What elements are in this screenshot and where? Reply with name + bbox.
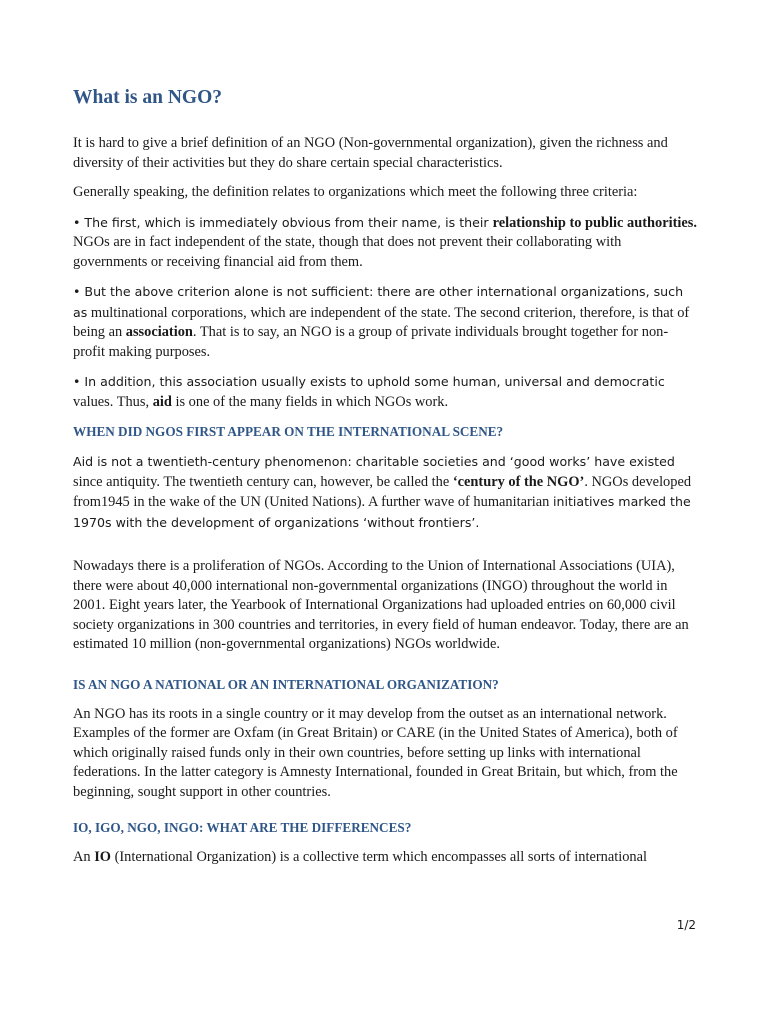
section-1-paragraph-1 — [73, 452, 697, 533]
criterion-2-bold: association — [125, 324, 193, 340]
section-heading-differences: IO, IGO, NGO, INGO: WHAT ARE THE DIFFERENCES? — [73, 820, 412, 835]
criterion-1-rest: NGOs are in fact independent of the state, though that does not prevent their collaborating with governments or receiving financial aid from them. — [73, 234, 622, 270]
criterion-1-bold: relationship to public authorities. — [492, 214, 697, 231]
criterion-2-rest-after: . That is to say, an NGO is a group of private individuals brought together for non-profit making purposes. — [73, 324, 669, 360]
page-number: 1/2 — [676, 918, 696, 932]
section-1-p1-mid2: . NGOs developed from1945 in the wake of the UN (United Nations). A further wave of humanitarian — [73, 473, 692, 510]
section-2-paragraph-1: An NGO has its roots in a single country or it may develop from the outset as an international network. Examples of the former are Oxfam (in Great Britain) or CARE (in the United States of America), both of which originally raised funds only in their own countries, before setting up links with international federations. In the latter category is Amnesty International, founded in Great Britain, but which, from the beginning, sought support in other countries. — [73, 705, 678, 800]
section-3-p1-lead: An — [73, 849, 95, 865]
section-1-paragraph-2: Nowadays there is a proliferation of NGOs. According to the Union of International Associations (UIA), there were about 40,000 international non-governmental organizations (INGO) throughout the world in 2001. Eight years later, the Yearbook of International Organizations had uploaded entries on 60,000 civil society organizations in 300 countries and territories, in every field of human endeavor. Today, there are an estimated 10 million (non-governmental organizations) NGOs worldwide. — [73, 558, 689, 652]
criterion-1-lead: • The first, which is immediately obvious from their name, is their — [73, 214, 493, 230]
section-heading-ngo-origins: WHEN DID NGOS FIRST APPEAR ON THE INTERNATIONAL SCENE? — [73, 424, 504, 439]
intro-paragraph: It is hard to give a brief definition of an NGO (Non-governmental organization), given the richness and diversity of their activities but they do share certain special characteristics. — [73, 135, 668, 171]
section-1-p1-bold: ‘century of the NGO’ — [452, 473, 585, 490]
criterion-2-lead: • But the above criterion alone is not sufficient: there are other international organizations, such as — [73, 284, 684, 320]
section-heading-national-international: IS AN NGO A NATIONAL OR AN INTERNATIONAL ORGANIZATION? — [73, 676, 499, 692]
section-3-p1-rest: (International Organization) is a collective term which encompasses all sorts of international — [110, 849, 647, 865]
section-1-p1-lead: Aid is not a twentieth-century phenomenon: charitable societies and ‘good works’ have existed — [73, 454, 675, 469]
section-3-paragraph-1 — [73, 848, 697, 868]
document-page — [73, 84, 697, 878]
criteria-intro-paragraph: Generally speaking, the definition relates to organizations which meet the following three criteria: — [73, 184, 638, 200]
criterion-2-rest-before: multinational corporations, which are independent of the state. The second criterion, therefore, is that of being an — [73, 304, 690, 340]
page-title: What is an NGO? — [73, 87, 222, 108]
criterion-3-rest-before: values. Thus, — [73, 393, 153, 410]
section-3-p1-bold: IO — [94, 849, 111, 865]
section-1-p1-mid: since antiquity. The twentieth century can, however, be called the — [73, 473, 453, 490]
section-1-p1-tail: initiatives marked the 1970s with the development of organizations ‘without frontiers’. — [73, 494, 691, 530]
criterion-3-bold: aid — [152, 393, 172, 410]
criterion-3-lead: • In addition, this association usually exists to uphold some human, universal and democratic — [73, 374, 665, 389]
criterion-1-paragraph — [73, 213, 697, 273]
criterion-2-paragraph — [73, 282, 697, 362]
criterion-3-paragraph — [73, 372, 697, 412]
criterion-3-rest-after: is one of the many fields in which NGOs work. — [171, 393, 449, 410]
